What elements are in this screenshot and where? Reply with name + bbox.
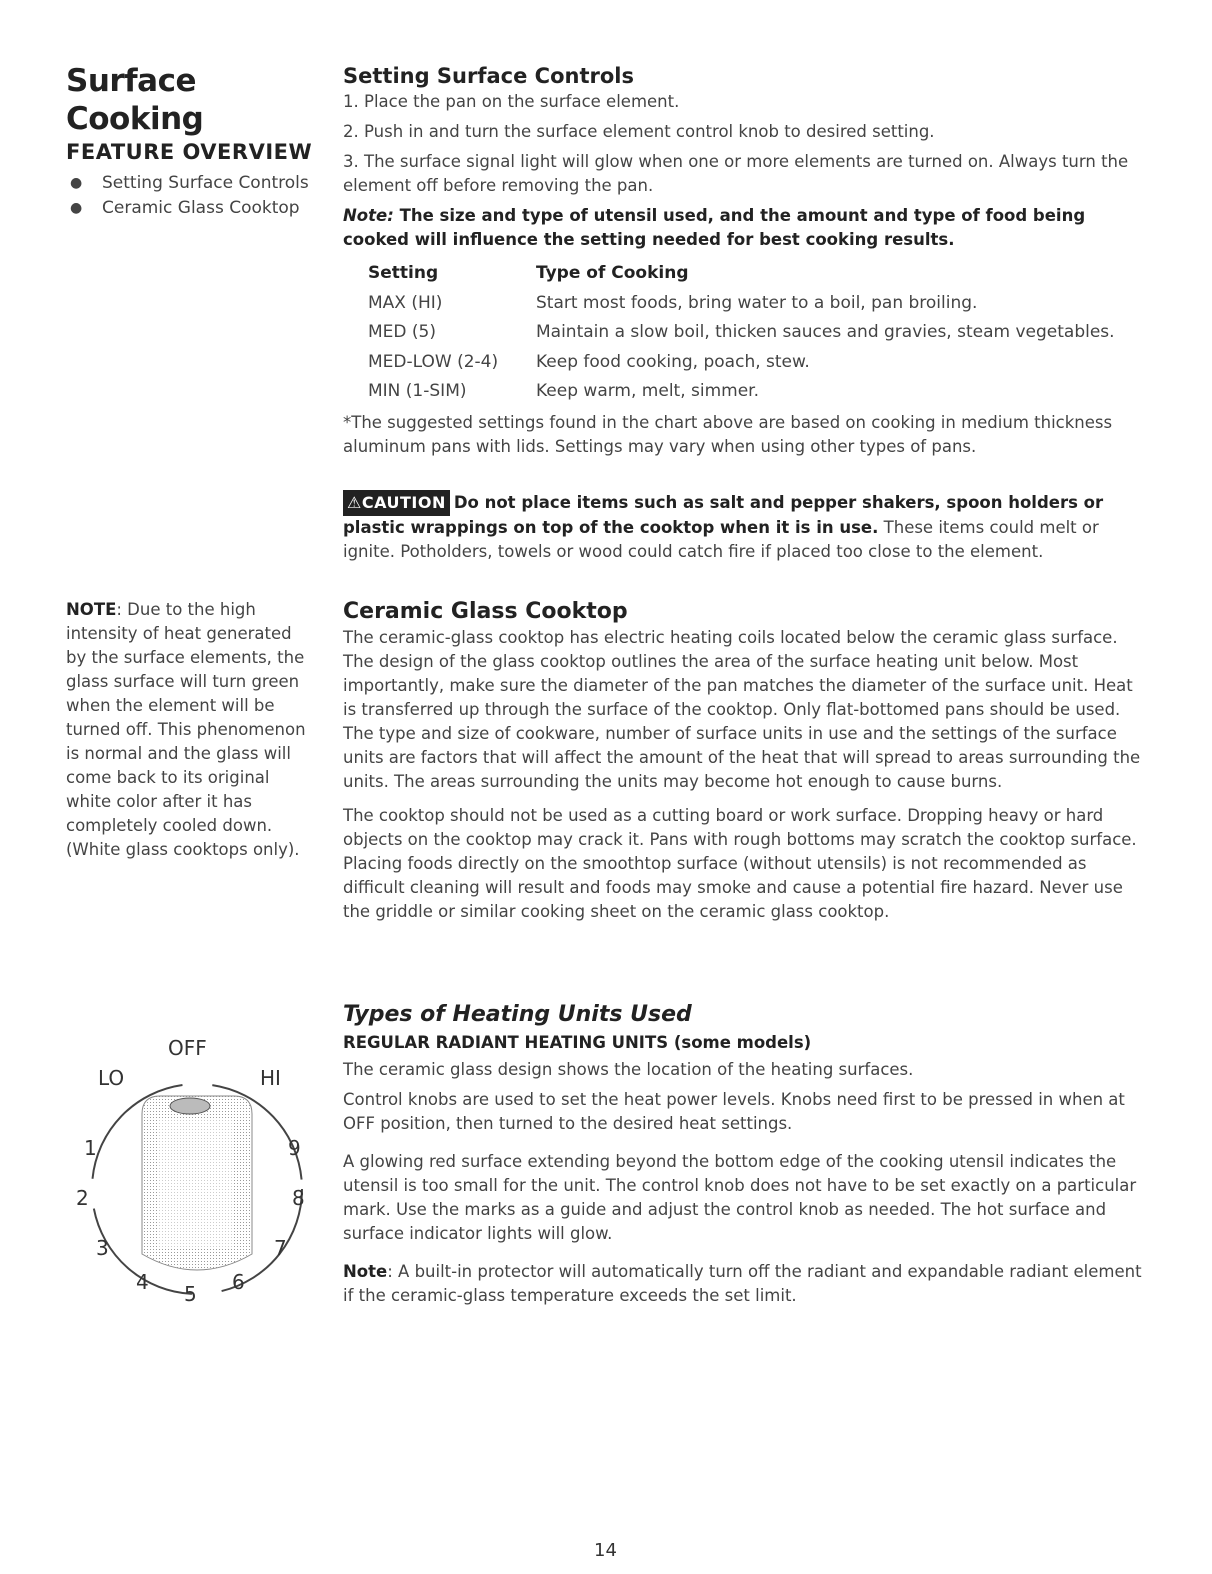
knob-mark: 5 (184, 1282, 197, 1306)
paragraph: A glowing red surface extending beyond the bottom edge of the cooking utensil indicates the utensil is too small for the unit. The control knob does not have to be set exactly on a particular mark. Use the marks as a guide and adjust the control knob as needed. The hot surface and surface indicator lights will glow. (343, 1152, 1137, 1243)
bullet-icon: ● (70, 200, 83, 216)
knob-mark: 2 (76, 1186, 89, 1210)
settings-footnote: *The suggested settings found in the chart above are based on cooking in medium thickness aluminum pans with lids. Settings may vary when using other types of pans. (343, 413, 1113, 456)
table-row: MAX (HI) Start most foods, bring water to a boil, pan broiling. (368, 292, 978, 313)
caution-block: ⚠CAUTION Do not place items such as salt and pepper shakers, spoon holders or plastic wrappings on top of the cooktop when it is in use. These items could melt or ignite. Potholders, towels or wood could catch fire if placed too close to the element. (343, 490, 1143, 564)
table-row: MED (5) Maintain a slow boil, thicken sauces and gravies, steam vegetables. (368, 322, 1115, 342)
caution-badge: ⚠CAUTION (343, 490, 450, 516)
side-note: NOTE: Due to the high intensity of heat generated by the surface elements, the glass surface will turn green when the element will be turned off. This phenomenon is normal and the glass will come back to its original white color after it has completely cooled down. (White glass cooktops only). (66, 600, 306, 859)
page-number: 14 (594, 1540, 617, 1561)
step: 3. The surface signal light will glow when one or more elements are turned on. Always turn the element off before removing the pan. (343, 152, 1129, 195)
knob-mark: 9 (288, 1136, 301, 1160)
section-heading: Ceramic Glass Cooktop (343, 599, 628, 624)
knob-hi-label: HI (260, 1066, 281, 1090)
step: 2. Push in and turn the surface element control knob to desired setting. (343, 122, 935, 141)
heating-units-section (343, 1002, 1143, 1308)
control-knob-illustration (60, 1024, 320, 1314)
feature-item: ● Setting Surface Controls (66, 171, 309, 196)
ceramic-section (343, 599, 1143, 924)
table-row: MIN (1-SIM) Keep warm, melt, simmer. (368, 381, 760, 401)
warning-icon: ⚠ (347, 493, 362, 512)
knob-mark: 4 (136, 1270, 149, 1294)
knob-mark: 3 (96, 1236, 109, 1260)
note: Note: The size and type of utensil used, and the amount and type of food being cooked will influence the setting needed for best cooking results. (343, 206, 1086, 249)
settings-table (368, 259, 1115, 407)
section-heading: Types of Heating Units Used (343, 1002, 692, 1027)
paragraph: The ceramic glass design shows the location of the heating surfaces. (343, 1060, 914, 1079)
bullet-icon: ● (70, 175, 83, 191)
table-row: MED-LOW (2-4) Keep food cooking, poach, stew. (368, 351, 810, 372)
title-line-1: Surface (66, 63, 196, 99)
paragraph: The ceramic-glass cooktop has electric heating coils located below the ceramic glass surface. The design of the glass cooktop outlines the area of the surface heating unit below. Most importantly, make sure the diameter of the pan matches the diameter of the surface unit. Heat is transferred up through the surface of the cooktop. Only flat-bottomed pans should be used. The type and size of cookware, number of surface units in use and the settings of the surface units are factors that will affect the amount of the heat that will spread to areas surrounding the units. The areas surrounding the units may become hot enough to cause burns. (343, 628, 1141, 791)
knob-mark: 7 (274, 1236, 287, 1260)
knob-off-label: OFF (168, 1036, 207, 1060)
paragraph: The cooktop should not be used as a cutting board or work surface. Dropping heavy or hard objects on the cooktop may crack it. Pans with rough bottoms may scratch the cooktop surface. Placing foods directly on the smoothtop surface (without utensils) is not recommended as difficult cleaning will result and foods may smoke and cause a potential fire hazard. Never use the griddle or similar cooking sheet on the ceramic glass cooktop. (343, 806, 1137, 921)
table-header: Setting Type of Cooking (368, 263, 689, 283)
knob-mark: 8 (292, 1186, 305, 1210)
page-title (66, 62, 203, 138)
knob-mark: 6 (232, 1270, 245, 1294)
title-line-2: Cooking (66, 101, 204, 137)
knob-lo-label: LO (98, 1066, 125, 1090)
knob-mark: 1 (84, 1136, 97, 1160)
setting-controls-section (343, 64, 1143, 252)
feature-item: ● Ceramic Glass Cooktop (66, 196, 309, 221)
feature-overview-heading: FEATURE OVERVIEW (66, 140, 313, 164)
feature-list (66, 171, 309, 221)
note: Note: A built-in protector will automatically turn off the radiant and expandable radiant element if the ceramic-glass temperature exceeds the set limit. (343, 1262, 1142, 1305)
subheading: REGULAR RADIANT HEATING UNITS (some models) (343, 1033, 812, 1052)
paragraph: Control knobs are used to set the heat power levels. Knobs need first to be pressed in when at OFF position, then turned to the desired heat settings. (343, 1090, 1125, 1133)
section-heading: Setting Surface Controls (343, 64, 634, 88)
step: 1. Place the pan on the surface element. (343, 92, 680, 111)
